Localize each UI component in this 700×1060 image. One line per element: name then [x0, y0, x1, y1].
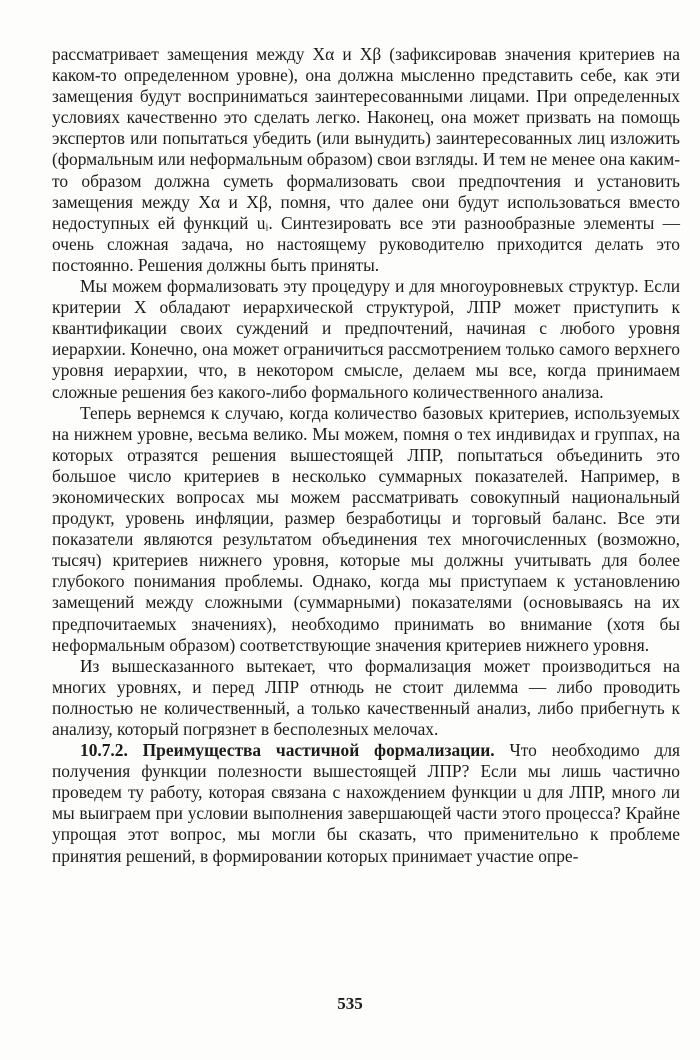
section-text: Что необходимо для получения функции полезности вышестоящей ЛПР? Если мы лишь частично проведем ту работу, которая связана с нахождением функции u для ЛПР, много ли мы выиграем при условии выполнения завершающей части этого процесса? Крайне упрощая этот вопрос, мы могли бы сказать, что применительно к проблеме принятия решений, в формировании которых принимает участие опре-	[52, 740, 680, 866]
paragraph-1: рассматривает замещения между Xα и Xβ (зафиксировав значения критериев на каком-то определенном уровне), она должна мысленно представить себе, как эти замещения будут восприниматься заинтересованными лицами. При определенных условиях качественно это сделать легко. Наконец, она может призвать на помощь экспертов или попытаться убедить (или вынудить) заинтересованных лиц изложить (формальным или неформальным образом) свои взгляды. И тем не менее она каким-то образом должна суметь формализовать свои предпочтения и установить замещения между Xα и Xβ, помня, что далее они будут использоваться вместо недоступных ей функций uᵢ. Синтезировать все эти разнообразные элементы — очень сложная задача, но настоящему руководителю приходится делать это постоянно. Решения должны быть приняты.	[52, 44, 680, 275]
page-number: 535	[337, 994, 363, 1013]
paragraph-3: Теперь вернемся к случаю, когда количество базовых критериев, используемых на нижнем уровне, весьма велико. Мы можем, помня о тех индивидах и группах, на которых отразятся решения вышестоящей ЛПР, попытаться объединить это большое число критериев в несколько суммарных показателей. Например, в экономических вопросах мы можем рассматривать совокупный национальный продукт, уровень инфляции, размер безработицы и торговый баланс. Все эти показатели являются результатом объединения тех многочисленных (возможно, тысяч) критериев нижнего уровня, которые мы должны учитывать для более глубокого понимания проблемы. Однако, когда мы приступаем к установлению замещений между сложными (суммарными) показателями (основываясь на их предпочитаемых значениях), необходимо принимать во внимание (хотя бы неформальным образом) соответствующие значения критериев нижнего уровня.	[52, 402, 680, 655]
paragraph-4: Из вышесказанного вытекает, что формализация может производиться на многих уровнях, и перед ЛПР отнюдь не стоит дилемма — либо проводить полностью не количественный, а только качественный анализ, либо прибегнуть к анализу, который погрязнет в бесполезных мелочах.	[52, 655, 680, 739]
section-heading: 10.7.2. Преимущества частичной формализации.	[80, 740, 495, 761]
paragraph-2: Мы можем формализовать эту процедуру и для многоуровневых структур. Если критерии X обладают иерархической структурой, ЛПР может приступить к квантификации своих суждений и предпочтений, начиная с любого уровня иерархии. Конечно, она может ограничиться рассмотрением только самого верхнего уровня иерархии, что, в некотором смысле, делаем мы все, когда принимаем сложные решения без какого-либо формального количественного анализа.	[52, 276, 680, 402]
body-text	[52, 44, 680, 867]
section-paragraph	[52, 740, 680, 867]
